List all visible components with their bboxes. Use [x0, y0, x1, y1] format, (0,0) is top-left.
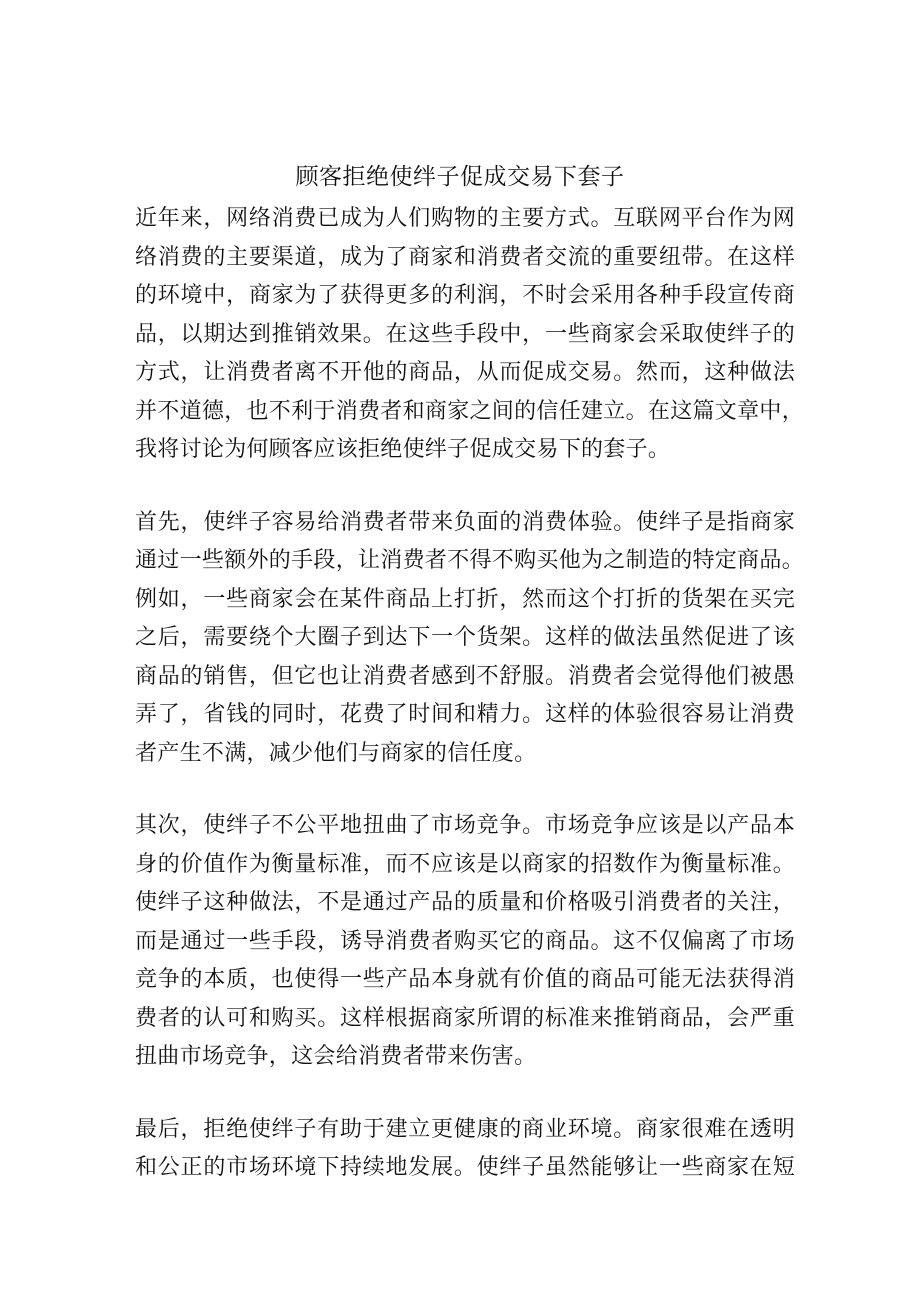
- text-line: 而是通过一些手段，诱导消费者购买它的商品。这不仅偏离了市场: [135, 928, 795, 954]
- text-line: 其次，使绊子不公平地扭曲了市场竞争。市场竞争应该是以产品本: [135, 813, 795, 838]
- text-line: 和公正的市场环境下持续地发展。使绊子虽然能够让一些商家在短: [135, 1155, 795, 1180]
- paragraph-second-point: [135, 807, 795, 1077]
- text-line: 之后，需要绕个大圈子到达下一个货架。这样的做法虽然促进了该: [135, 625, 795, 650]
- text-line: 扭曲市场竞争，这会给消费者带来伤害。: [135, 1044, 537, 1069]
- text-line: 费者的认可和购买。这样根据商家所谓的标准来推销商品，会严重: [135, 1005, 795, 1031]
- paragraph-third-point: [135, 1111, 795, 1188]
- text-line: 通过一些额外的手段，让消费者不得不购买他为之制造的特定商品。: [135, 548, 805, 573]
- text-line: 弄了，省钱的同时，花费了时间和精力。这样的体验很容易让消费: [135, 702, 795, 727]
- text-line: 的环境中，商家为了获得更多的利润，不时会采用各种手段宣传商: [135, 283, 795, 308]
- text-line: 方式，让消费者离不开他的商品，从而促成交易。然而，这种做法: [135, 360, 795, 385]
- text-line: 者产生不满，减少他们与商家的信任度。: [135, 740, 537, 766]
- text-line: 例如，一些商家会在某件商品上打折，然而这个打折的货架在买完: [135, 586, 795, 612]
- paragraph-first-point: [135, 504, 805, 774]
- text-line: 身的价值作为衡量标准，而不应该是以商家的招数作为衡量标准。: [135, 851, 795, 877]
- document-title: 顾客拒绝使绊子促成交易下套子: [295, 164, 625, 190]
- text-line: 品，以期达到推销效果。在这些手段中，一些商家会采取使绊子的: [135, 321, 795, 347]
- text-line: 络消费的主要渠道，成为了商家和消费者交流的重要纽带。在这样: [135, 244, 795, 270]
- text-line: 使绊子这种做法，不是通过产品的质量和价格吸引消费者的关注，: [135, 890, 795, 915]
- text-line: 并不道德，也不利于消费者和商家之间的信任建立。在这篇文章中，: [135, 398, 805, 424]
- text-line: 最后，拒绝使绊子有助于建立更健康的商业环境。商家很难在透明: [135, 1116, 795, 1142]
- text-line: 我将讨论为何顾客应该拒绝使绊子促成交易下的套子。: [135, 437, 671, 462]
- text-line: 首先，使绊子容易给消费者带来负面的消费体验。使绊子是指商家: [135, 509, 795, 535]
- document-body: [135, 200, 805, 1222]
- text-line: 商品的销售，但它也让消费者感到不舒服。消费者会觉得他们被愚: [135, 663, 795, 689]
- text-line: 竞争的本质，也使得一些产品本身就有价值的商品可能无法获得消: [135, 967, 795, 992]
- text-line: 近年来，网络消费已成为人们购物的主要方式。互联网平台作为网: [135, 206, 795, 231]
- paragraph-intro: [135, 200, 805, 470]
